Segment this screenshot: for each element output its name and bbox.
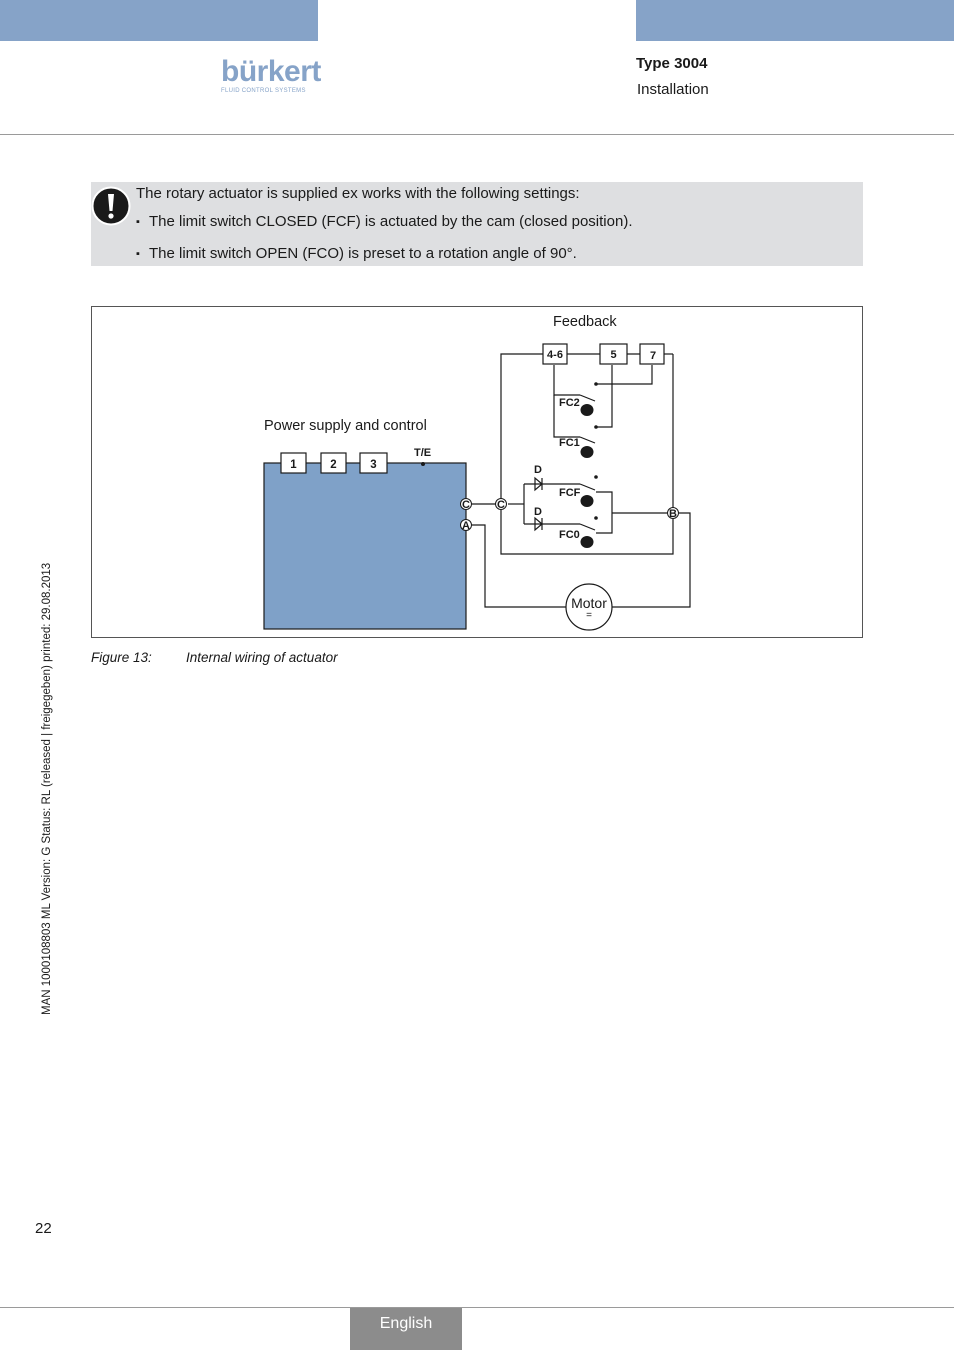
note-intro: The rotary actuator is supplied ex works with the following settings: <box>136 185 580 202</box>
switch-label-fc2: FC2 <box>559 397 580 409</box>
language-tab: English <box>350 1308 462 1350</box>
header-bar-right <box>636 0 954 41</box>
section-title: Installation <box>637 81 709 98</box>
motor-dc-symbol: = <box>586 610 592 621</box>
diode-label: D <box>534 506 542 518</box>
document-metadata: MAN 1000108803 ML Version: G Status: RL (released | freigegeben) printed: 29.08.2013 <box>41 562 53 1015</box>
bullet-icon: ▪ <box>136 216 140 228</box>
exclamation-icon <box>91 186 131 226</box>
terminal-label: 4-6 <box>547 349 563 361</box>
terminal-label: 1 <box>290 459 297 471</box>
wiring-diagram <box>91 306 863 638</box>
switch-label-fc1: FC1 <box>559 437 580 449</box>
diode-symbols <box>535 478 542 530</box>
logo-wordmark: bürkert <box>221 55 321 88</box>
note-item-text: The limit switch OPEN (FCO) is preset to a rotation angle of 90°. <box>149 245 577 262</box>
figure-number: Figure 13: <box>91 650 152 665</box>
header-divider <box>0 134 954 135</box>
note-list-item <box>136 213 633 230</box>
switch-label-fc0: FC0 <box>559 529 580 541</box>
motor-label: Motor <box>571 595 607 611</box>
node-label-c: C <box>497 499 505 511</box>
power-supply-label: Power supply and control <box>264 418 427 434</box>
footer-divider <box>0 1307 954 1308</box>
node-label-a: A <box>462 520 470 532</box>
bullet-icon: ▪ <box>136 248 140 260</box>
logo-tagline: FLUID CONTROL SYSTEMS <box>221 88 306 94</box>
page-number: 22 <box>35 1220 52 1237</box>
note-item-text: The limit switch CLOSED (FCF) is actuated by the cam (closed position). <box>149 213 633 230</box>
note-box <box>91 182 863 266</box>
terminal-label: 5 <box>610 349 617 361</box>
brand-logo <box>221 57 319 94</box>
header-bar-left <box>0 0 318 41</box>
terminal-label: 2 <box>330 459 337 471</box>
document-type: Type 3004 <box>636 55 708 72</box>
feedback-label: Feedback <box>553 314 617 330</box>
te-label: T/E <box>414 447 432 459</box>
node-label-c: C <box>462 499 470 511</box>
diode-label: D <box>534 464 542 476</box>
switch-label-fcf: FCF <box>559 487 581 499</box>
terminal-label: 7 <box>649 350 657 362</box>
terminal-label: 3 <box>370 459 377 471</box>
figure-title: Internal wiring of actuator <box>186 650 338 665</box>
note-list-item <box>136 245 577 262</box>
node-label-b: B <box>669 508 677 520</box>
